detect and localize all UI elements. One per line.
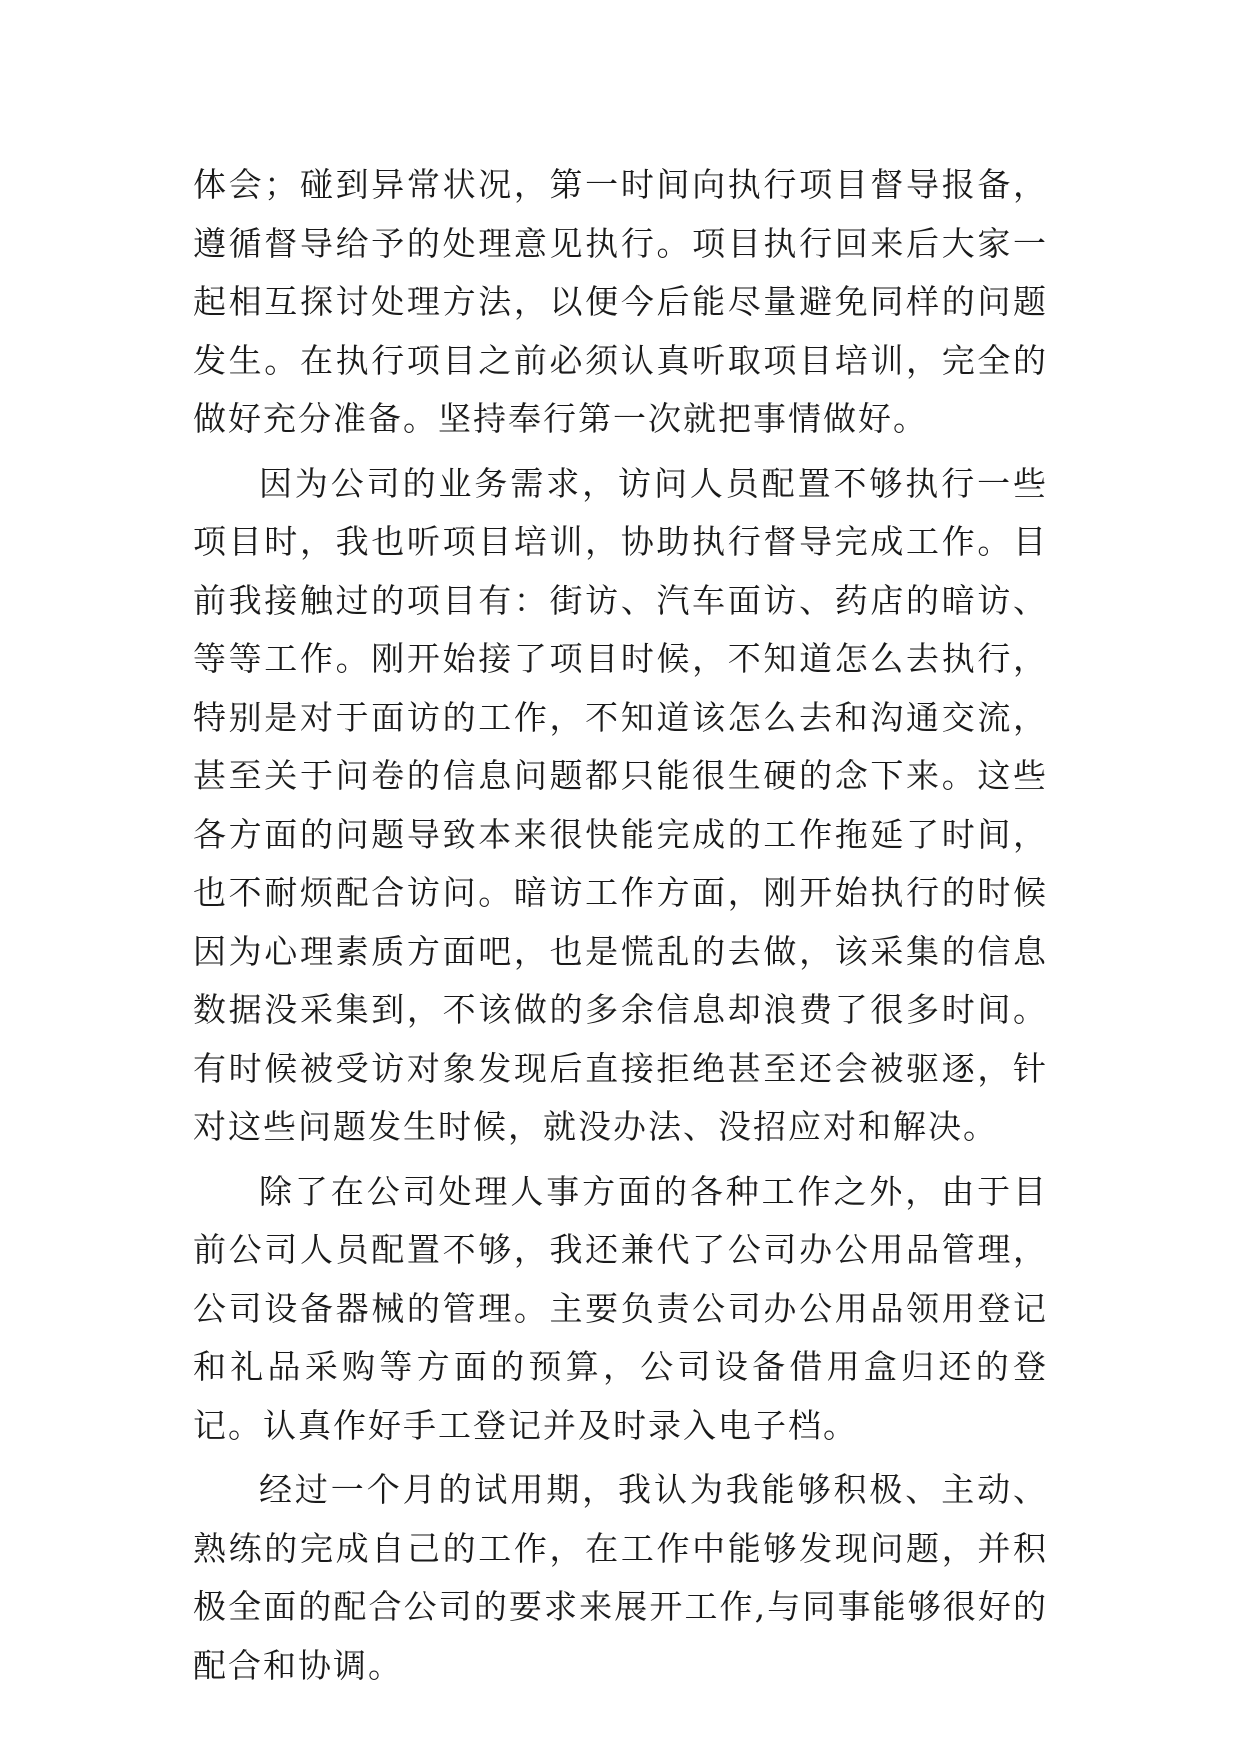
paragraph-1: 体会；碰到异常状况，第一时间向执行项目督导报备，遵循督导给予的处理意见执行。项目执行回来后大家一起相互探讨处理方法，以便今后能尽量避免同样的问题发生。在执行项目之前必须认真听取项目培训，完全的做好充分准备。坚持奉行第一次就把事情做好。 xyxy=(193,165,1048,438)
paragraph-4: 经过一个月的试用期，我认为我能够积极、主动、熟练的完成自己的工作，在工作中能够发现问题，并积极全面的配合公司的要求来展开工作,与同事能够很好的配合和协调。 xyxy=(193,1470,1048,1685)
document-body xyxy=(193,156,1048,1701)
paragraph-2: 因为公司的业务需求，访问人员配置不够执行一些项目时，我也听项目培训，协助执行督导完成工作。目前我接触过的项目有：街访、汽车面访、药店的暗访、等等工作。刚开始接了项目时候，不知道怎么去执行，特别是对于面访的工作，不知道该怎么去和沟通交流，甚至关于问卷的信息问题都只能很生硬的念下来。这些各方面的问题导致本来很快能完成的工作拖延了时间，也不耐烦配合访问。暗访工作方面，刚开始执行的时候因为心理素质方面吧，也是慌乱的去做，该采集的信息数据没采集到，不该做的多余信息却浪费了很多时间。有时候被受访对象发现后直接拒绝甚至还会被驱逐，针对这些问题发生时候，就没办法、没招应对和解决。 xyxy=(193,463,1048,1146)
paragraph-3: 除了在公司处理人事方面的各种工作之外，由于目前公司人员配置不够，我还兼代了公司办公用品管理，公司设备器械的管理。主要负责公司办公用品领用登记和礼品采购等方面的预算，公司设备借用盒归还的登记。认真作好手工登记并及时录入电子档。 xyxy=(193,1171,1048,1445)
